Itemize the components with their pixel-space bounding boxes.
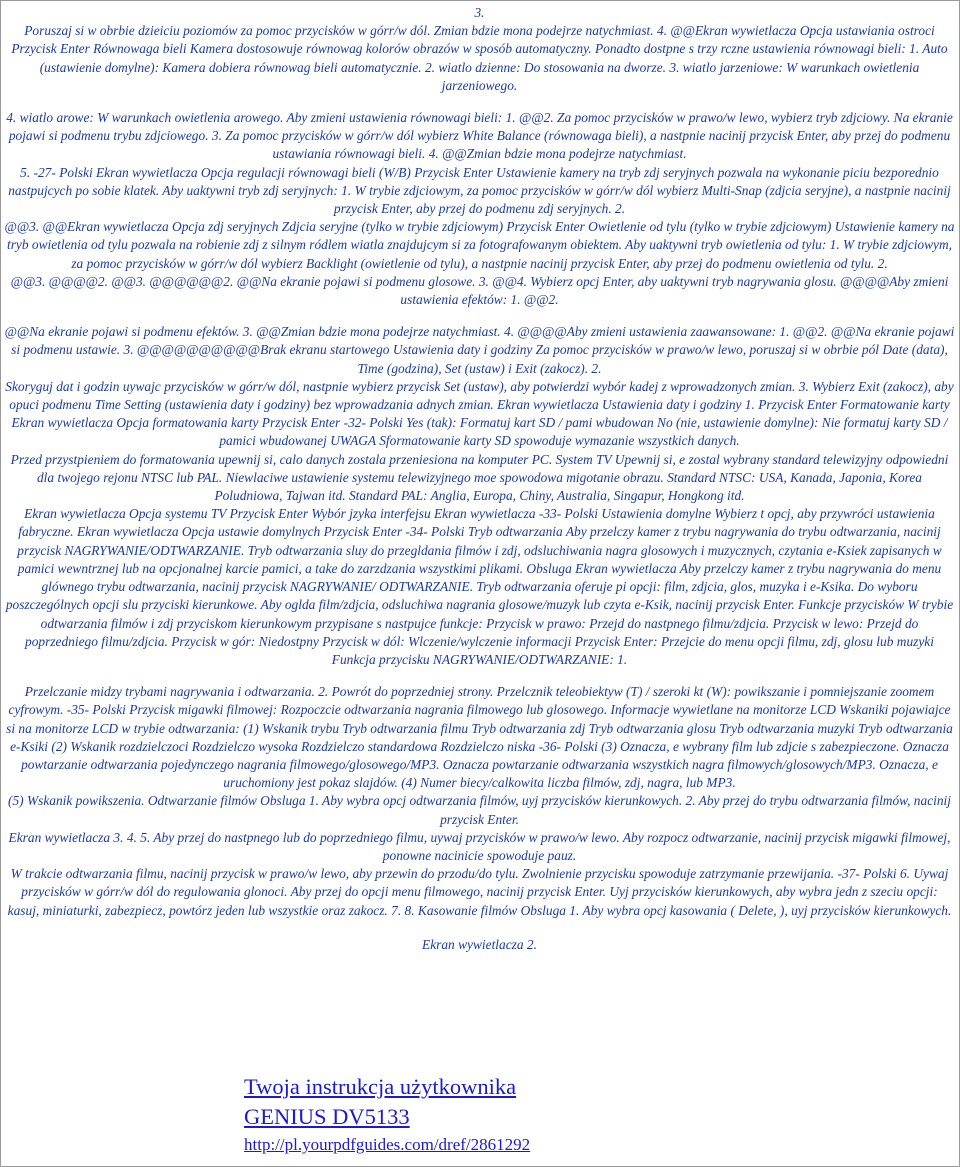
paragraph: Ekran wywietlacza 3. 4. 5. Aby przej do nastpnego lub do poprzedniego filmu, uywaj przycisków w prawo/w lewo. Aby rozpocz odtwarzanie, nacinij przycisk migawki filmowej, ponowne nacinicie spowoduje pauz. — [8, 829, 951, 863]
paragraph: (5) Wskanik powikszenia. Odtwarzanie filmów Obsluga 1. Aby wybra opcj odtwarzania filmów, uyj przycisków kierunkowych. 2. Aby przej do trybu odtwarzania filmów, nacinij przycisk Enter. — [8, 793, 951, 827]
paragraph: Skoryguj dat i godzin uywajc przycisków w górr/w dól, nastpnie wybierz przycisk Set (ustaw), aby potwierdzi wybór kadej z wprowadzonych zmian. 3. Wybierz Exit (zakocz), aby opuci podmenu Time Setting (ustawienia daty i godziny) bez wprowadzania adnych zmian. Ekran wywietlacza Ustawienia daty i godziny 1. Przycisk Enter Formatowanie karty Ekran wywietlacza Opcja formatowania karty Przycisk Enter -32- Polski Yes (tak): Formatuj kart SD / pami wbudowan No (nie, ustawienie domylne): Nie formatuj karty SD / pamici wbudowanej UWAGA Sformatowanie karty SD spowoduje wymazanie wszystkich danych. — [5, 378, 954, 449]
paragraph: @@3. @@@@2. @@3. @@@@@@2. @@Na ekranie pojawi si podmenu glosowe. 3. @@4. Wybierz opcj Enter, aby uaktywni tryb nagrywania glosu. @@@@Aby zmieni ustawienia efektów: 1. @@2. — [10, 273, 949, 308]
paragraph: @@Na ekranie pojawi si podmenu efektów. 3. @@Zmian bdzie mona podejrze natychmiast. 4. @@@@Aby zmieni ustawienia zaawansowane: 1. @@2. @@Na ekranie pojawi si podmenu ustawie. 3. @@@@@@@@@@Brak ekranu startowego Ustawienia daty i godziny Za pomoc przycisków w prawo/w lewo, poruszaj si w obrbie pól Date (data), Time (godzina), Set (ustaw) i Exit (zakocz). 2. — [4, 324, 955, 376]
paragraph: 4. wiatlo arowe: W warunkach owietlenia arowego. Aby zmieni ustawienia równowagi bieli: 1. @@2. Za pomoc przycisków w prawo/w lewo, wybierz tryb zdjciowy. Na ekranie pojawi si podmenu trybu zdjciowego. 3. Za pomoc przycisków w górr/w dól wybierz White Balance (równowaga bieli), a nastpnie nacinij przycisk Enter, aby przej do podmenu ustawiania równowagi bieli. 4. @@Zmian bdzie mona podejrze natychmiast. — [6, 110, 953, 162]
paragraph: @@3. @@Ekran wywietlacza Opcja zdj seryjnych Zdjcia seryjne (tylko w trybie zdjciowym) Przycisk Enter Owietlenie od tylu (tylko w trybie zdjciowym) Ustawienie kamery na tryb owietlenia od tylu pozwala na robienie zdj z silnym ródlem wiatla znajdujcym si za fotografowanym obiektem. Aby uaktywni tryb owietlenia od tylu: 1. W trybie zdjciowym, za pomoc przycisków w górr/w dól wybierz Backlight (owietlenie od tylu), a nastpnie nacinij przycisk Enter, aby przej do podmenu owietlenia od tylu. 2. — [4, 219, 955, 271]
paragraph: Ekran wywietlacza Opcja systemu TV Przycisk Enter Wybór jzyka interfejsu Ekran wywietlacza -33- Polski Ustawienia domylne Wybierz t opcj, aby przywróci ustawienia fabryczne. Ekran wywietlacza Opcja ustawie domylnych Przycisk Enter -34- Polski Tryb odtwarzania Aby przelczy kamer z trybu nagrywania do trybu odtwarzania, nacinij przycisk NAGRYWANIE/ODTWARZANIE. Tryb odtwarzania sluy do przegldania filmów i zdj, odsluchiwania nagra glosowych i muzycznych, czytania e-Ksiek zapisanych w pamici wewntrznej lub na opcjonalnej karcie pamici, a take do zarzdzania wszystkimi plikami. Obsluga Ekran wywietlacza Aby przelczy kamer z trybu nagrywania do menu glównego trybu odtwarzania, nacinij przycisk NAGRYWANIE/ ODTWARZANIE. Tryb odtwarzania oferuje pi opcji: film, zdjcia, glos, muzyka i e-Ksika. Do wyboru poszczególnych opcji slu przyciski kierunkowe. Aby oglda film/zdjcia, odsluchiwa nagrania glosowe/muzyk lub czyta e-Ksik, nacinij przycisk Enter. Funkcje przycisków W trybie odtwarzania filmów i zdj przyciskom kierunkowym przypisane s nastpujce funkcje: Przycisk w prawo: Przejd do nastpnego filmu/zdjcia. Przycisk w lewo: Przejd do poprzedniego filmu/zdjcia. Przycisk w gór: Niedostpny Przycisk w dól: Wlczenie/wylczenie informacji Przycisk Enter: Przejcie do menu opcji filmu, zdj, glosu lub muzyki Funkcja przycisku NAGRYWANIE/ODTWARZANIE: 1. — [5, 506, 954, 667]
paragraph: W trakcie odtwarzania filmu, nacinij przycisk w prawo/w lewo, aby przewin do przodu/do tylu. Zwolnienie przycisku spowoduje zatrzymanie przewijania. -37- Polski 6. Uywaj przycisków w górr/w dól do regulowania glonoci. Aby przej do opcji menu filmowego, nacinij przycisk Enter. Uyj przycisków kierunkowych, aby wybra jedn z szeciu opcji: kasuj, miniaturki, zabezpiecz, powtórz jeden lub wszystkie oraz zakocz. 7. 8. Kasowanie filmów Obsluga 1. Aby wybra opcj kasowania ( Delete, ), uyj przycisków kierunkowych. — [7, 866, 952, 918]
document-body — [4, 4, 955, 954]
spacer — [4, 669, 955, 683]
paragraph: Poruszaj si w obrbie dzieiciu poziomów za pomoc przycisków w górr/w dól. Zmian bdzie mona podejrze natychmiast. 4. @@Ekran wywietlacza Opcja ustawiania ostroci Przycisk Enter Równowaga bieli Kamera dostosowuje równowag kolorów obrazów w sposób automatyczny. Ponadto dostpne s trzy rczne ustawienia równowagi bieli: 1. Auto (ustawienie domylne): Kamera dobiera równowag bieli automatycznie. 2. wiatlo dzienne: Do stosowania na dworze. 3. wiatlo jarzeniowe: W warunkach owietlenia jarzeniowego. — [11, 23, 948, 93]
manual-title-link[interactable]: Twoja instrukcja użytkownika — [244, 1074, 517, 1099]
paragraph: Ekran wywietlacza 2. — [422, 936, 537, 952]
spacer — [4, 920, 955, 936]
paragraph: Przed przystpieniem do formatowania upewnij si, calo danych zostala przeniesiona na komputer PC. System TV Upewnij si, e zostal wybrany standard telewizyjny odpowiedni dla twojego rejonu NTSC lub PAL. Niewlaciwe ustawienie systemu telewizyjnego moe spowodowa migotanie obrazu. Standard NTSC: USA, Kanada, Japonia, Korea Poludniowa, Tajwan itd. Standard PAL: Anglia, Europa, Chiny, Australia, Singapur, Hongkong itd. — [10, 451, 949, 504]
url-link[interactable]: http://pl.yourpdfguides.com/dref/2861292 — [244, 1135, 531, 1154]
product-link[interactable]: GENIUS DV5133 — [244, 1104, 410, 1129]
paragraph: Przelczanie midzy trybami nagrywania i odtwarzania. 2. Powrót do poprzedniej strony. Przelcznik teleobiektyw (T) / szeroki kt (W): powikszanie i pomniejszanie zoomem cyfrowym. -35- Polski Przycisk migawki filmowej: Rozpoczcie odtwarzania nagrania filmowego lub glosowego. Informacje wywietlane na monitorze LCD Wskaniki pojawiajce si na monitorze LCD w trybie odtwarzania: (1) Wskanik trybu Tryb odtwarzania filmu Tryb odtwarzania zdj Tryb odtwarzania glosu Tryb odtwarzania muzyki Tryb odtwarzania e-Ksiki (2) Wskanik rozdzielczoci Rozdzielczo wysoka Rozdzielczo standardowa Rozdzielczo niska -36- Polski (3) Oznacza, e wybrany film lub zdjcie s zabezpieczone. Oznacza powtarzanie odtwarzania pojedynczego nagrania filmowego/glosowego/MP3. Oznacza powtarzanie odtwarzania wszystkich nagra filmowych/glosowych/MP3. Oznacza, e uruchomiony jest pokaz slajdów. (4) Numer biecy/calkowita liczba filmów, zdj, nagra, lub MP3. — [6, 684, 953, 791]
link-block — [244, 1072, 804, 1157]
spacer — [4, 95, 955, 109]
paragraph: 5. -27- Polski Ekran wywietlacza Opcja regulacji równowagi bieli (W/B) Przycisk Enter Ustawienie kamery na tryb zdj seryjnych pozwala na wykonanie piciu bezporednio nastpujcych po sobie klatek. Aby uaktywni tryb zdj seryjnych: 1. W trybie zdjciowym, za pomoc przycisków w górr/w dól wybierz Multi-Snap (zdjcia seryjne), a nastpnie nacinij przycisk Enter, aby przej do podmenu zdj seryjnych. 2. — [8, 164, 951, 217]
page-number: 3. — [474, 5, 485, 20]
spacer — [4, 309, 955, 323]
